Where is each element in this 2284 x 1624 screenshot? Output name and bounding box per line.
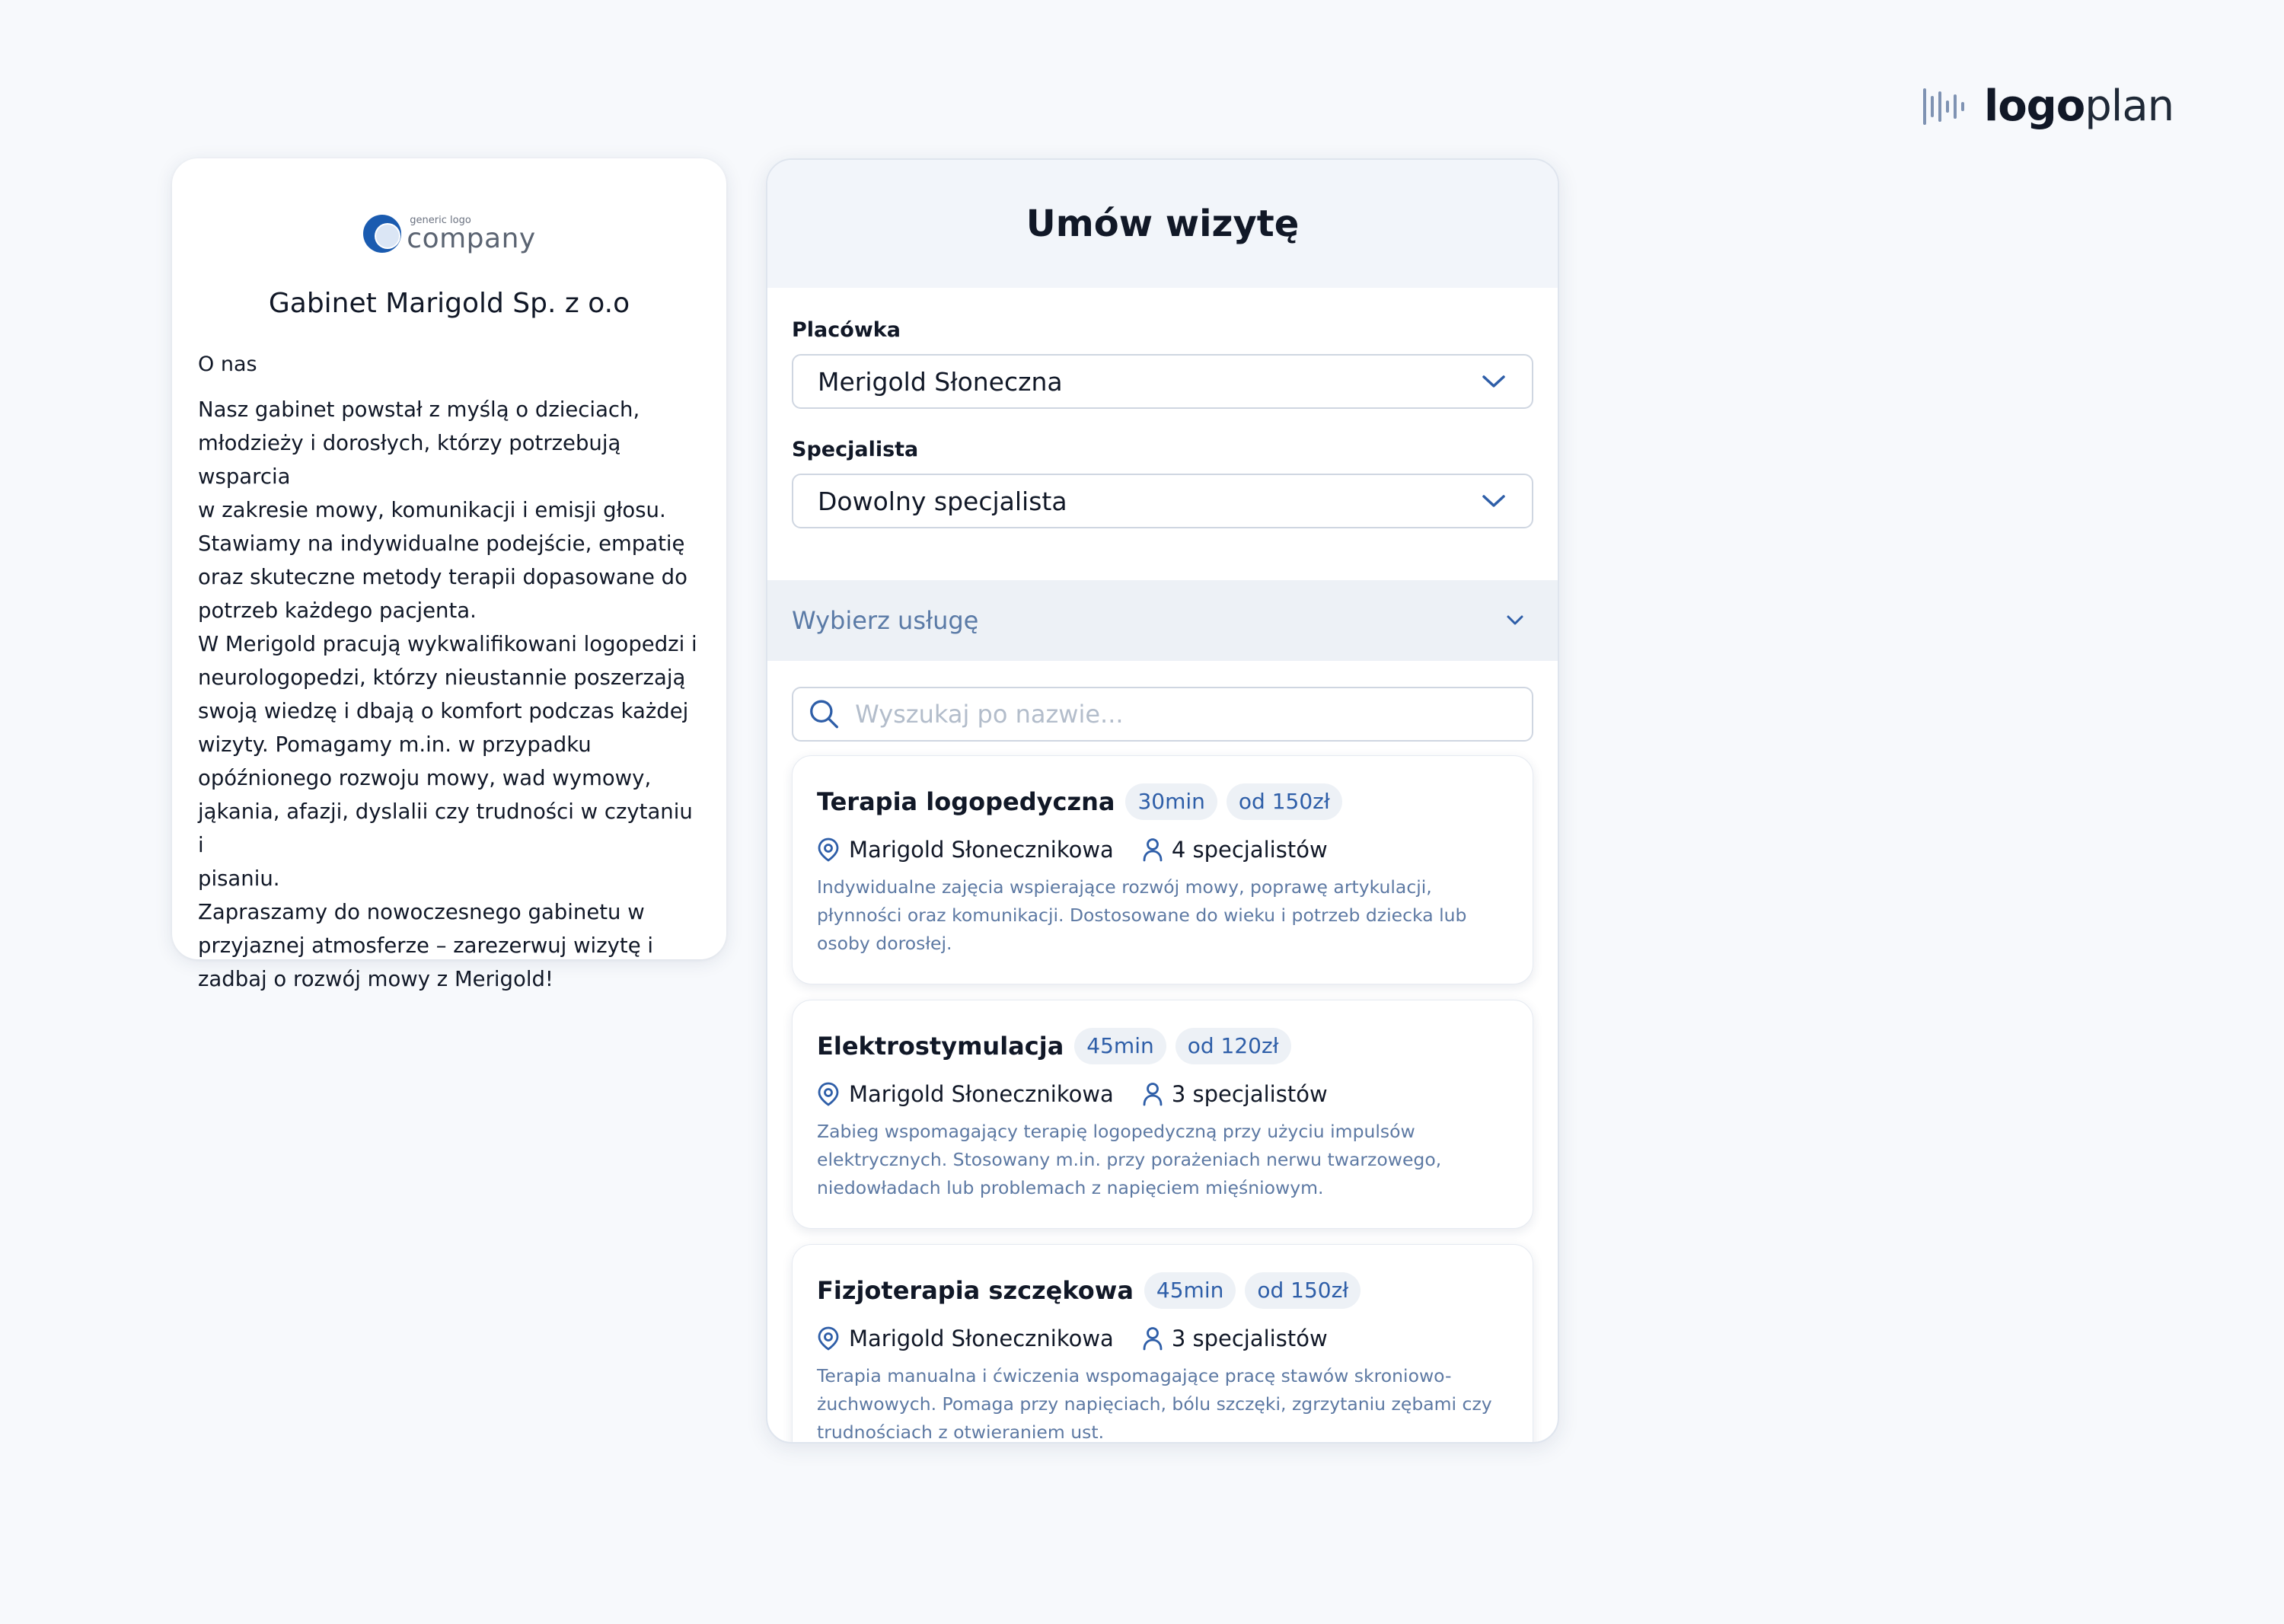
booking-header	[767, 160, 1558, 288]
service-location: Marigold Słonecznikowa	[849, 1081, 1114, 1107]
page-title: Umów wizytę	[1026, 203, 1300, 245]
booking-panel	[766, 158, 1559, 1444]
specialist-select[interactable]	[792, 474, 1533, 528]
service-specialists: 4 specjalistów	[1171, 837, 1328, 863]
company-logo	[198, 207, 700, 260]
duration-badge: 45min	[1144, 1272, 1236, 1309]
service-section-label: Wybierz usługę	[792, 606, 979, 635]
service-specialists: 3 specjalistów	[1171, 1326, 1328, 1351]
service-name: Elektrostymulacja	[817, 1032, 1064, 1061]
company-logo-text: company	[407, 222, 536, 254]
service-search[interactable]	[792, 687, 1533, 742]
chevron-down-icon	[1506, 614, 1524, 627]
soundwave-icon	[1922, 85, 1970, 128]
location-pin-icon	[817, 838, 840, 862]
service-description: Indywidualne zajęcia wspierające rozwój mowy, poprawę artykulacji, płynności oraz komunikacji. Dostosowane do wieku i potrzeb dziecka lub osoby dorosłej.	[817, 876, 1467, 954]
company-logo-small-text: generic logo	[410, 214, 471, 226]
service-specialists: 3 specjalistów	[1171, 1081, 1328, 1107]
service-location: Marigold Słonecznikowa	[849, 837, 1114, 863]
service-section-toggle[interactable]	[767, 580, 1558, 661]
search-icon	[809, 697, 840, 731]
duration-badge: 30min	[1125, 783, 1217, 820]
service-location: Marigold Słonecznikowa	[849, 1326, 1114, 1351]
about-text: Nasz gabinet powstał z myślą o dzieciach, młodzieży i dorosłych, którzy potrzebują wsparcia w zakresie mowy, komunikacji i emisji głosu. Stawiamy na indywidualne podejście, empatię oraz skuteczne metody terapii dopasowane do potrzeb każdego pacjenta. W Merigold pracują wykwalifikowani logopedzi i neurologopedzi, którzy nieustannie poszerzają swoją wiedzę i dbają o komfort podczas każdej wizyty. Pomagamy m.in. w przypadku opóźnionego rozwoju mowy, wad wymowy, jąkania, afazji, dyslalii czy trudności w czytaniu i pisaniu. Zapraszamy do nowoczesnego gabinetu w przyjaznej atmosferze – zarezerwuj wizytę i zadbaj o rozwój mowy z Merigold!	[198, 397, 697, 991]
clinic-info-card	[172, 158, 726, 991]
person-icon	[1143, 1082, 1163, 1106]
circle-logo-icon	[362, 214, 402, 254]
service-list	[767, 742, 1558, 1444]
brand-wordmark: logoplan	[1984, 81, 2174, 131]
booking-filters	[767, 288, 1558, 528]
price-badge: od 150zł	[1227, 783, 1342, 820]
search-input[interactable]	[855, 700, 1517, 729]
price-badge: od 120zł	[1175, 1028, 1291, 1064]
clinic-name: Gabinet Marigold Sp. z o.o	[268, 288, 630, 319]
location-pin-icon	[817, 1082, 840, 1106]
about-title: O nas	[198, 353, 257, 376]
chevron-down-icon	[1482, 493, 1506, 509]
service-card[interactable]	[792, 1244, 1533, 1444]
facility-select[interactable]	[792, 354, 1533, 409]
specialist-select-value: Dowolny specjalista	[818, 486, 1067, 516]
facility-label: Placówka	[792, 318, 901, 342]
service-description: Zabieg wspomagający terapię logopedyczną przy użyciu impulsów elektrycznych. Stosowany m.in. przy porażeniach nerwu twarzowego, niedowładach lub problemach z napięciem mięśniowym.	[817, 1121, 1442, 1198]
service-description: Terapia manualna i ćwiczenia wspomagające pracę stawów skroniowo-żuchwowych. Pomaga przy napięciach, bólu szczęki, zgrzytaniu zębami czy trudnościach z otwieraniem ust.	[817, 1365, 1492, 1443]
person-icon	[1143, 1326, 1163, 1351]
service-card[interactable]	[792, 755, 1533, 984]
specialist-label: Specjalista	[792, 438, 919, 461]
logoplan-brand	[1922, 81, 2174, 131]
service-name: Fizjoterapia szczękowa	[817, 1276, 1134, 1305]
chevron-down-icon	[1482, 374, 1506, 389]
duration-badge: 45min	[1074, 1028, 1166, 1064]
service-card[interactable]	[792, 1000, 1533, 1229]
service-name: Terapia logopedyczna	[817, 787, 1115, 816]
price-badge: od 150zł	[1245, 1272, 1361, 1309]
person-icon	[1143, 838, 1163, 862]
location-pin-icon	[817, 1326, 840, 1351]
facility-select-value: Merigold Słoneczna	[818, 366, 1063, 397]
